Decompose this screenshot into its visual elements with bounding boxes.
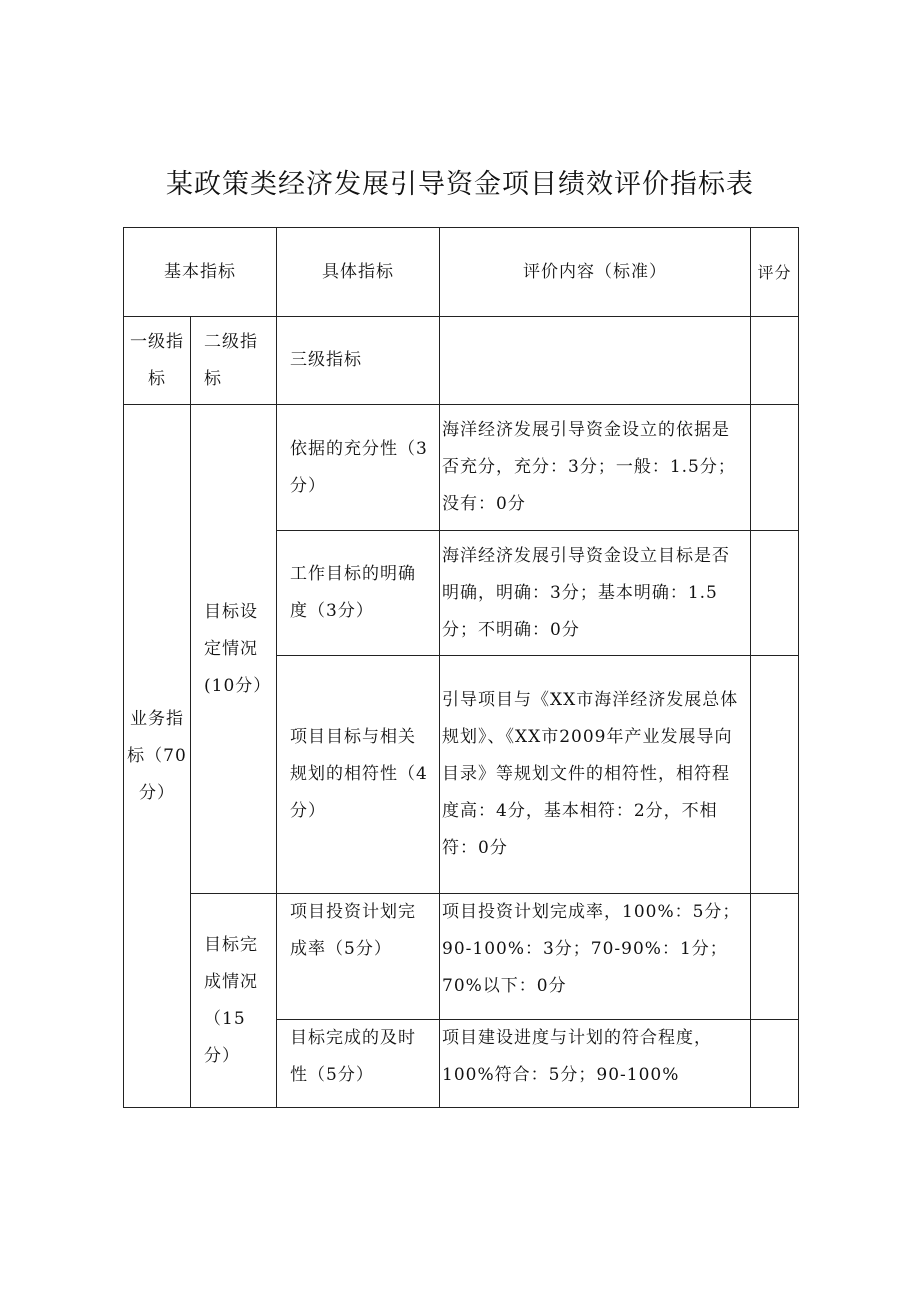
header-specific: 具体指标 (277, 228, 440, 317)
content-cell: 海洋经济发展引导资金设立目标是否明确，明确：3分；基本明确：1.5分；不明确：0分 (440, 531, 751, 656)
content-cell: 项目投资计划完成率，100%：5分；90-100%：3分；70-90%：1分；70%以下：0分 (440, 894, 751, 1020)
indicator-cell: 目标完成的及时性（5分） (277, 1020, 440, 1108)
header-content: 评价内容（标准） (440, 228, 751, 317)
subheader-level1: 一级指标 (124, 317, 191, 405)
subheader-score-cell (751, 317, 799, 405)
evaluation-table (123, 227, 799, 1108)
subheader-level2: 二级指标 (191, 317, 277, 405)
content-cell: 海洋经济发展引导资金设立的依据是否充分，充分：3分；一般：1.5分；没有：0分 (440, 405, 751, 531)
level1-business: 业务指标（70分） (124, 405, 191, 1108)
table-row (124, 405, 799, 531)
score-cell (751, 656, 799, 894)
page-title: 某政策类经济发展引导资金项目绩效评价指标表 (166, 169, 754, 200)
level2-target-setting: 目标设定情况(10分） (191, 405, 277, 894)
header-basic: 基本指标 (124, 228, 277, 317)
level2-target-completion: 目标完成情况（15分） (191, 894, 277, 1108)
header-row (124, 228, 799, 317)
indicator-cell: 项目目标与相关规划的相符性（4分） (277, 656, 440, 894)
indicator-cell: 工作目标的明确度（3分） (277, 531, 440, 656)
subheader-level3: 三级指标 (277, 317, 440, 405)
content-cell: 项目建设进度与计划的符合程度，100%符合：5分；90-100% (440, 1020, 751, 1108)
score-cell (751, 894, 799, 1020)
score-cell (751, 405, 799, 531)
score-cell (751, 531, 799, 656)
table-row (124, 894, 799, 1020)
subheader-content-cell (440, 317, 751, 405)
indicator-cell: 依据的充分性（3分） (277, 405, 440, 531)
header-score: 评分 (751, 228, 799, 317)
content-cell: 引导项目与《XX市海洋经济发展总体规划》、《XX市2009年产业发展导向目录》等规划文件的相符性，相符程度高：4分，基本相符：2分，不相符：0分 (440, 656, 751, 894)
indicator-cell: 项目投资计划完成率（5分） (277, 894, 440, 1020)
subheader-row (124, 317, 799, 405)
score-cell (751, 1020, 799, 1108)
